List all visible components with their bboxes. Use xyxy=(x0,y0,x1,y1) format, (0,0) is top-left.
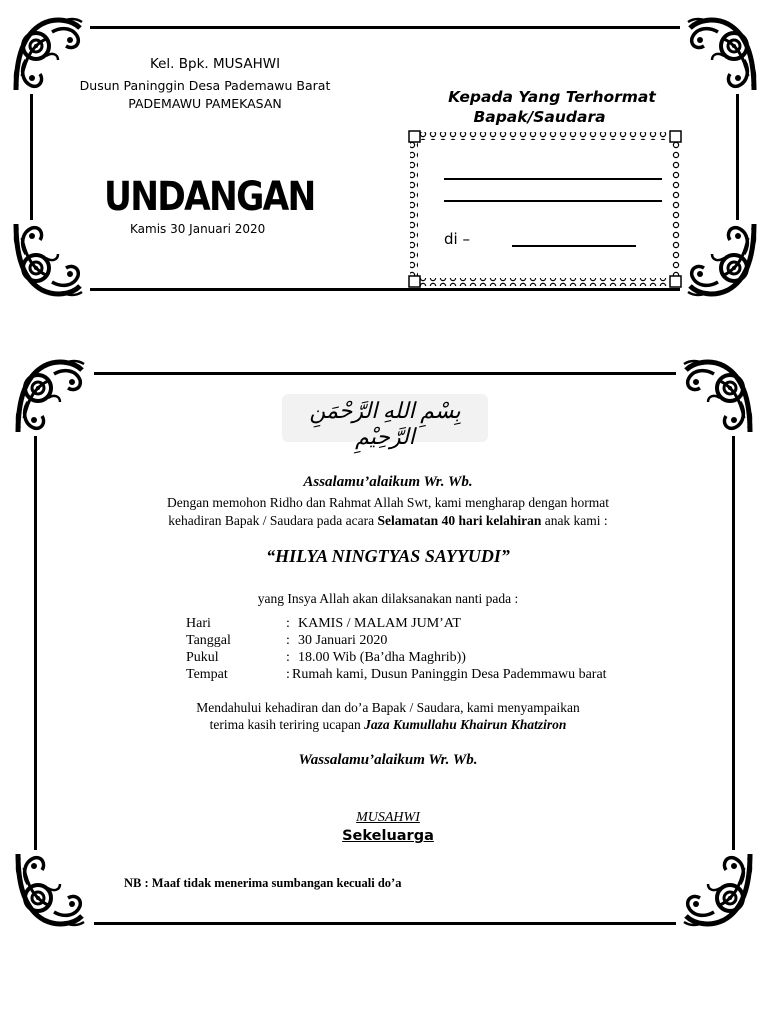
footnote: NB : Maaf tidak menerima sumbangan kecuali do’a xyxy=(124,876,402,890)
letter-border-left xyxy=(34,436,37,850)
ornament-bottom-right-icon xyxy=(680,220,758,298)
address-blank-line-2 xyxy=(444,200,662,202)
greeting: Assalamu’alaikum Wr. Wb. xyxy=(303,474,473,490)
farewell: Wassalamu’alaikum Wr. Wb. xyxy=(298,752,478,768)
envelope-border-top xyxy=(90,26,680,29)
recipient-heading-line1: Kepada Yang Terhormat xyxy=(448,88,656,106)
signature-name: MUSAHWI xyxy=(356,810,420,825)
letter-border-top xyxy=(94,372,676,375)
envelope-date: Kamis 30 Januari 2020 xyxy=(130,222,266,236)
envelope-border-bottom xyxy=(90,288,680,291)
child-name: “HILYA NINGTYAS SAYYUDI” xyxy=(266,546,510,566)
closing-line-1: Mendahului kehadiran dan do’a Bapak / Saudara, kami menyampaikan xyxy=(196,700,580,715)
address-box-frame xyxy=(408,130,682,288)
ornament-top-left-icon xyxy=(14,358,92,436)
recipient-heading-line2: Bapak/Saudara xyxy=(473,108,606,126)
basmalah-calligraphy: بِسْمِ اللهِ الرَّحْمَنِ الرَّحِيْمِ xyxy=(309,398,461,449)
ornament-bottom-right-icon xyxy=(676,850,754,928)
sender-name: Kel. Bpk. MUSAHWI xyxy=(149,56,281,72)
ornament-top-right-icon xyxy=(680,16,758,94)
di-label: di – xyxy=(444,230,470,248)
body-line-1: Dengan memohon Ridho dan Rahmat Allah Swt, kami mengharap dengan hormat xyxy=(166,495,610,510)
envelope-title: UNDANGAN xyxy=(104,174,315,220)
letter-border-bottom xyxy=(94,922,676,925)
body-line-2: kehadiran Bapak / Saudara pada acara Selamatan 40 hari kelahiran anak kami : xyxy=(168,513,608,528)
closing-line-2: terima kasih teriring ucapan Jaza Kumullahu Khairun Khatziron xyxy=(209,717,567,732)
event-intro: yang Insya Allah akan dilaksanakan nanti pada : xyxy=(257,591,519,606)
ornament-top-right-icon xyxy=(676,358,754,436)
address-blank-line-1 xyxy=(444,178,662,180)
ornament-bottom-left-icon xyxy=(12,220,90,298)
letter-border-right xyxy=(732,436,735,850)
envelope-border-right xyxy=(736,94,739,220)
sender-address-line1: Dusun Paninggin Desa Pademawu Barat xyxy=(79,78,331,93)
signature-family: Sekeluarga xyxy=(342,828,434,844)
envelope-border-left xyxy=(30,94,33,220)
sender-address-line2: PADEMAWU PAMEKASAN xyxy=(128,96,282,111)
di-blank-line xyxy=(512,245,636,247)
ornament-bottom-left-icon xyxy=(14,850,92,928)
